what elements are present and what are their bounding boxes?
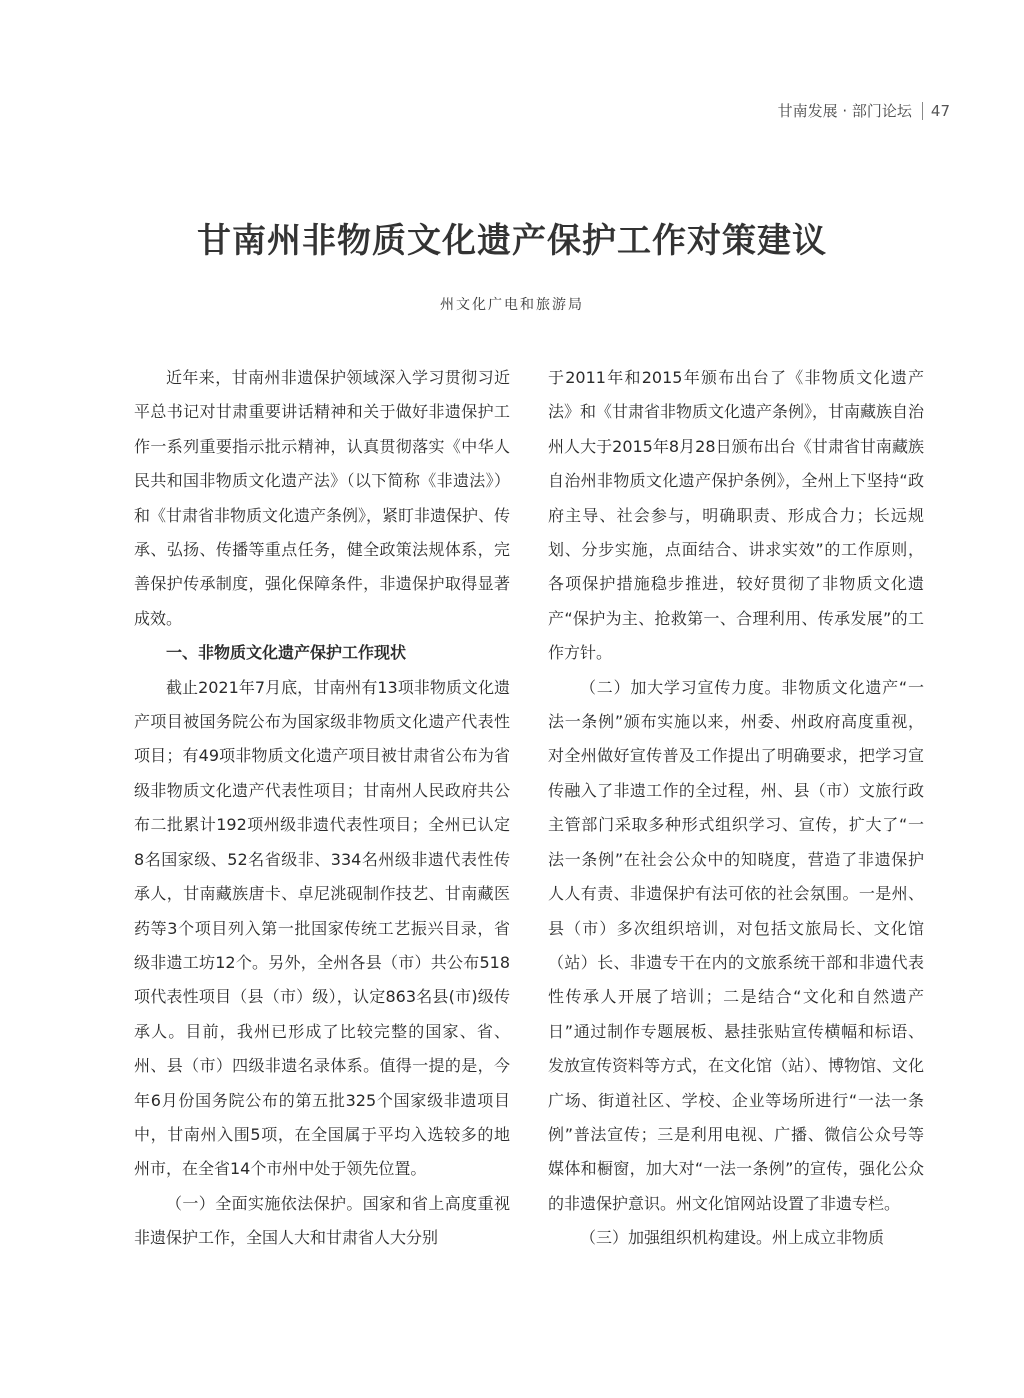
paragraph-legal-protection: （一）全面实施依法保护。国家和省上高度重视非遗保护工作，全国人大和甘肃省人大分别 [134, 1193, 510, 1248]
paragraph-intro: 近年来，甘南州非遗保护领域深入学习贯彻习近平总书记对甘肃重要讲话精神和关于做好非遗保护工作一系列重要指示批示精神，认真贯彻落实《中华人民共和国非物质文化遗产法》（以下简称《非遗法》）和《甘肃省非物质文化遗产条例》，紧盯非遗保护、传承、弘扬、传播等重点任务，健全政策法规体系，完善保护传承制度，强化保障条件，非遗保护取得显著成效。 [134, 368, 511, 628]
header-divider [922, 102, 923, 120]
section-heading: 一、非物质文化遗产保护工作现状 [166, 643, 407, 663]
paragraph-organization: （三）加强组织机构建设。州上成立非物质 [580, 1228, 885, 1248]
article-title: 甘南州非物质文化遗产保护工作对策建议 [197, 221, 827, 261]
paragraph-status: 截止2021年7月底，甘南州有13项非物质文化遗产项目被国务院公布为国家级非物质文化遗产代表性项目；有49项非物质文化遗产项目被甘肃省公布为省级非物质文化遗产代表性项目；甘南州人民政府共公布二批累计192项州级非遗代表性项目；全州已认定8名国家级、52名省级非、334名州级非遗代表性传承人，甘南藏族唐卡、卓尼洮砚制作技艺、甘南藏医药等3个项目列入第一批国家传统工艺振兴目录，省级非遗工坊12个。另外，全州各县（市）共公布518项代表性项目（县（市）级），认定863名县(市)级传承人。目前，我州已形成了比较完整的国家、省、州、县（市）四级非遗名录体系。值得一提的是，今年6月份国务院公布的第五批325个国家级非遗项目中，甘南州入围5项，在全国属于平均入选较多的地州市，在全省14个市州中处于领先位置。 [134, 677, 510, 1179]
journal-section-name: 甘南发展 · 部门论坛 [777, 102, 912, 120]
paragraph-publicity: （二）加大学习宣传力度。非物质文化遗产“一法一条例”颁布实施以来，州委、州政府高度重视，对全州做好宣传普及工作提出了明确要求，把学习宣传融入了非遗工作的全过程，州、县（市）文旅行政主管部门采取多种形式组织学习、宣传，扩大了“一法一条例”在社会公众中的知晓度，营造了非遗保护人人有责、非遗保护有法可依的社会氛围。一是州、县（市）多次组织培训，对包括文旅局长、文化馆（站）长、非遗专干在内的文旅系统干部和非遗代表性传承人开展了培训；二是结合“文化和自然遗产日”通过制作专题展板、悬挂张贴宣传横幅和标语、发放宣传资料等方式，在文化馆（站）、博物馆、文化广场、街道社区、学校、企业等场所进行“一法一条例”普法宣传；三是利用电视、广播、微信公众号等媒体和橱窗，加大对“一法一条例”的宣传，强化公众的非遗保护意识。州文化馆网站设置了非遗专栏。 [548, 677, 925, 1213]
running-header [778, 100, 950, 121]
left-column [134, 361, 510, 1256]
right-column [548, 361, 924, 1256]
paragraph-legal-protection-continued: 于2011年和2015年颁布出台了《非物质文化遗产法》和《甘肃省非物质文化遗产条例》，甘南藏族自治州人大于2015年8月28日颁布出台《甘肃省甘南藏族自治州非物质文化遗产保护条例》，全州上下坚持“政府主导、社会参与，明确职责、形成合力；长远规划、分步实施，点面结合、讲求实效”的工作原则，各项保护措施稳步推进，较好贯彻了非物质文化遗产“保护为主、抢救第一、合理利用、传承发展”的工作方针。 [548, 368, 925, 663]
page-number: 47 [930, 101, 950, 120]
article-author: 州文化广电和旅游局 [440, 297, 584, 313]
